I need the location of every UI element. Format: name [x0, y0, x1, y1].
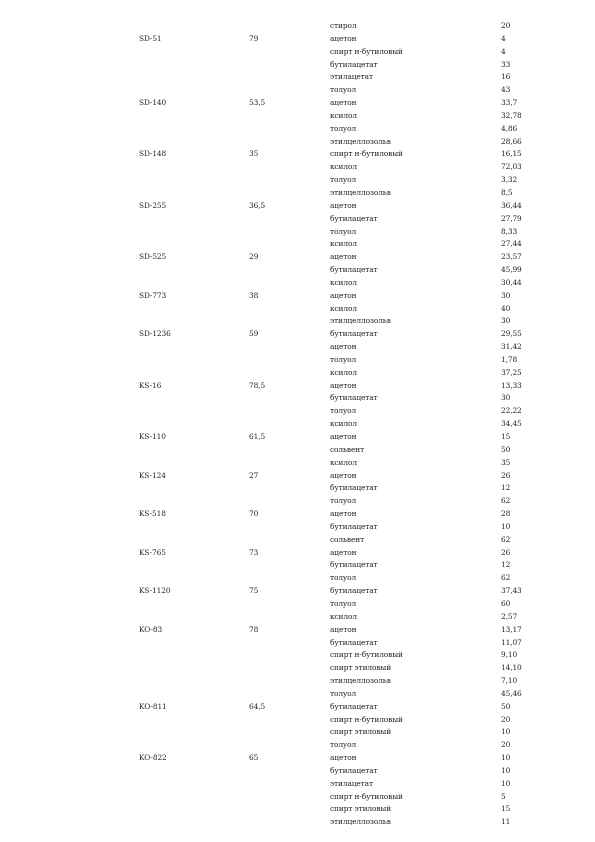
percent-cell: 10	[501, 521, 511, 531]
table-row	[0, 803, 595, 816]
component-name-cell: толуол	[330, 740, 357, 750]
table-row	[0, 649, 595, 662]
percent-cell: 22,22	[501, 406, 522, 416]
table-row	[0, 200, 595, 213]
material-code-cell: SD-773	[139, 290, 167, 300]
percent-cell: 50	[501, 444, 511, 454]
percent-cell: 30,44	[501, 277, 522, 287]
table-row	[0, 59, 595, 72]
table-row	[0, 405, 595, 418]
component-name-cell: бутилацетат	[330, 521, 378, 531]
table-row	[0, 726, 595, 739]
table-row	[0, 380, 595, 393]
table-row	[0, 521, 595, 534]
component-name-cell: толуол	[330, 598, 357, 608]
component-name-cell: спирт этиловый	[330, 727, 392, 737]
material-code-cell: KS-1120	[139, 586, 171, 596]
table-row	[0, 33, 595, 46]
table-row	[0, 174, 595, 187]
table-row	[0, 547, 595, 560]
percent-cell: 35	[501, 457, 511, 467]
material-code-cell: KS-765	[139, 547, 166, 557]
component-name-cell: толуол	[330, 226, 357, 236]
percent-cell: 34,45	[501, 419, 522, 429]
percent-cell: 16,15	[501, 149, 522, 159]
material-code-cell: SD-148	[139, 149, 167, 159]
material-code-cell: SD-1236	[139, 329, 171, 339]
material-code-cell: KS-16	[139, 380, 162, 390]
table-row	[0, 598, 595, 611]
material-code-cell: KS-110	[139, 432, 166, 441]
table-row	[0, 110, 595, 123]
component-name-cell: толуол	[330, 496, 357, 506]
table-row	[0, 688, 595, 701]
value-cell: 27	[249, 470, 259, 480]
component-name-cell: бутилацетат	[330, 765, 378, 775]
table-row	[0, 46, 595, 59]
component-name-cell: бутилацетат	[330, 329, 378, 339]
table-row	[0, 739, 595, 752]
component-name-cell: сольвент	[330, 444, 365, 454]
percent-cell: 4,86	[501, 123, 518, 133]
value-cell: 36,5	[249, 200, 266, 210]
table-row	[0, 508, 595, 521]
value-cell: 64,5	[249, 701, 266, 711]
component-name-cell: спирт н-бутиловый	[330, 650, 403, 660]
percent-cell: 27,44	[501, 239, 522, 249]
table-row	[0, 290, 595, 303]
table-row	[0, 444, 595, 457]
component-name-cell: бутилацетат	[330, 483, 378, 493]
component-name-cell: толуол	[330, 573, 357, 583]
component-name-cell: этилацетат	[330, 778, 373, 788]
table-row	[0, 187, 595, 200]
table-row	[0, 303, 595, 316]
percent-cell: 33	[501, 59, 511, 69]
percent-cell: 10	[501, 778, 511, 788]
component-name-cell: спирт этиловый	[330, 663, 392, 673]
material-code-cell: KS-518	[139, 509, 166, 519]
table-row	[0, 457, 595, 470]
percent-cell: 60	[501, 598, 511, 608]
material-code-cell: KO-822	[139, 753, 167, 763]
table-row	[0, 482, 595, 495]
table-row	[0, 264, 595, 277]
component-name-cell: ацетон	[330, 342, 357, 352]
table-row	[0, 495, 595, 508]
percent-cell: 30	[501, 290, 511, 300]
component-name-cell: ксилол	[330, 239, 357, 249]
value-cell: 65	[249, 753, 259, 763]
component-name-cell: ацетон	[330, 33, 357, 43]
percent-cell: 37,43	[501, 586, 522, 596]
component-name-cell: стирол	[330, 21, 357, 30]
component-name-cell: толуол	[330, 688, 357, 698]
value-cell: 29	[249, 252, 259, 262]
percent-cell: 8,33	[501, 226, 518, 236]
percent-cell: 32,78	[501, 110, 522, 120]
component-name-cell: толуол	[330, 354, 357, 364]
percent-cell: 62	[501, 573, 511, 583]
table-row	[0, 341, 595, 354]
percent-cell: 30	[501, 393, 511, 403]
table-row	[0, 213, 595, 226]
component-name-cell: спирт этиловый	[330, 804, 392, 814]
percent-cell: 45,46	[501, 688, 522, 698]
component-name-cell: этилцеллозольв	[330, 316, 391, 326]
component-name-cell: сольвент	[330, 534, 365, 544]
value-cell: 78,5	[249, 380, 266, 390]
component-name-cell: ацетон	[330, 98, 357, 108]
component-name-cell: толуол	[330, 85, 357, 95]
table-row	[0, 148, 595, 161]
value-cell: 79	[249, 33, 259, 43]
material-code-cell: KS-124	[139, 470, 166, 480]
percent-cell: 12	[501, 560, 511, 570]
component-name-cell: бутилацетат	[330, 393, 378, 403]
table-row	[0, 534, 595, 547]
component-name-cell: ацетон	[330, 380, 357, 390]
percent-cell: 27,79	[501, 213, 522, 223]
percent-cell: 45,99	[501, 265, 522, 275]
percent-cell: 50	[501, 701, 511, 711]
percent-cell: 16	[501, 72, 511, 82]
value-cell: 35	[249, 149, 259, 159]
percent-cell: 15	[501, 804, 511, 814]
component-name-cell: ксилол	[330, 457, 357, 467]
component-name-cell: спирт н-бутиловый	[330, 714, 403, 724]
table-row	[0, 367, 595, 380]
percent-cell: 20	[501, 714, 511, 724]
percent-cell: 33,7	[501, 98, 518, 108]
component-name-cell: бутилацетат	[330, 560, 378, 570]
percent-cell: 20	[501, 21, 511, 30]
component-name-cell: этилцеллозольв	[330, 187, 391, 197]
percent-cell: 9,10	[501, 650, 518, 660]
table-row	[0, 136, 595, 149]
percent-cell: 10	[501, 765, 511, 775]
table-row	[0, 778, 595, 791]
value-cell: 70	[249, 509, 259, 519]
percent-cell: 37,25	[501, 367, 522, 377]
component-name-cell: бутилацетат	[330, 637, 378, 647]
component-name-cell: ацетон	[330, 753, 357, 763]
percent-cell: 13,17	[501, 624, 522, 634]
component-name-cell: спирт н-бутиловый	[330, 149, 403, 159]
table-row	[0, 71, 595, 84]
table-row	[0, 161, 595, 174]
value-cell: 53,5	[249, 98, 266, 108]
percent-cell: 31,42	[501, 342, 522, 352]
material-code-cell: SD-140	[139, 98, 167, 108]
table-row	[0, 752, 595, 765]
percent-cell: 43	[501, 85, 511, 95]
percent-cell: 2,57	[501, 611, 518, 621]
component-name-cell: этилцеллозольв	[330, 136, 391, 146]
table-row	[0, 585, 595, 598]
table-row	[0, 392, 595, 405]
table-row	[0, 97, 595, 110]
value-cell: 61,5	[249, 432, 266, 441]
percent-cell: 4	[501, 46, 506, 56]
percent-cell: 36,44	[501, 200, 522, 210]
component-name-cell: бутилацетат	[330, 59, 378, 69]
table-row	[0, 572, 595, 585]
table-row	[0, 765, 595, 778]
table-row	[0, 431, 595, 444]
percent-cell: 30	[501, 316, 511, 326]
component-name-cell: толуол	[330, 175, 357, 185]
component-name-cell: бутилацетат	[330, 213, 378, 223]
component-name-cell: спирт н-бутиловый	[330, 46, 403, 56]
table-row	[0, 470, 595, 483]
table-row	[0, 791, 595, 804]
table-row	[0, 714, 595, 727]
percent-cell: 13,33	[501, 380, 522, 390]
percent-cell: 5	[501, 791, 506, 801]
value-cell: 75	[249, 586, 259, 596]
solvent-composition-table	[0, 20, 595, 829]
table-row	[0, 662, 595, 675]
component-name-cell: спирт н-бутиловый	[330, 791, 403, 801]
table-row	[0, 559, 595, 572]
percent-cell: 4	[501, 33, 506, 43]
percent-cell: 15	[501, 432, 511, 441]
component-name-cell: ацетон	[330, 252, 357, 262]
percent-cell: 26	[501, 547, 511, 557]
percent-cell: 26	[501, 470, 511, 480]
component-name-cell: ацетон	[330, 200, 357, 210]
table-row	[0, 816, 595, 829]
component-name-cell: ацетон	[330, 509, 357, 519]
percent-cell: 3,32	[501, 175, 518, 185]
table-row	[0, 418, 595, 431]
table-row	[0, 611, 595, 624]
component-name-cell: ксилол	[330, 611, 357, 621]
component-name-cell: ксилол	[330, 367, 357, 377]
material-code-cell: SD-525	[139, 252, 167, 262]
percent-cell: 7,10	[501, 676, 518, 686]
component-name-cell: толуол	[330, 406, 357, 416]
table-row	[0, 277, 595, 290]
percent-cell: 12	[501, 483, 511, 493]
value-cell: 78	[249, 624, 259, 634]
table-row	[0, 84, 595, 97]
component-name-cell: ксилол	[330, 303, 357, 313]
component-name-cell: ксилол	[330, 110, 357, 120]
component-name-cell: ацетон	[330, 624, 357, 634]
value-cell: 38	[249, 290, 259, 300]
percent-cell: 11	[501, 817, 511, 827]
table-row	[0, 123, 595, 136]
table-row	[0, 624, 595, 637]
percent-cell: 62	[501, 534, 511, 544]
table-row	[0, 637, 595, 650]
component-name-cell: бутилацетат	[330, 265, 378, 275]
table-row	[0, 701, 595, 714]
percent-cell: 1,78	[501, 354, 518, 364]
table-row	[0, 315, 595, 328]
percent-cell: 8,5	[501, 187, 513, 197]
percent-cell: 72,03	[501, 162, 522, 172]
percent-cell: 62	[501, 496, 511, 506]
table-row	[0, 226, 595, 239]
component-name-cell: этилцеллозольв	[330, 676, 391, 686]
material-code-cell: KO-811	[139, 701, 167, 711]
component-name-cell: толуол	[330, 123, 357, 133]
component-name-cell: ацетон	[330, 470, 357, 480]
component-name-cell: ацетон	[330, 547, 357, 557]
component-name-cell: бутилацетат	[330, 586, 378, 596]
value-cell: 73	[249, 547, 259, 557]
percent-cell: 23,57	[501, 252, 522, 262]
percent-cell: 28	[501, 509, 511, 519]
table-row	[0, 238, 595, 251]
component-name-cell: этилцеллозольв	[330, 817, 391, 827]
table-row	[0, 354, 595, 367]
percent-cell: 10	[501, 753, 511, 763]
table-row	[0, 328, 595, 341]
component-name-cell: ксилол	[330, 162, 357, 172]
component-name-cell: ксилол	[330, 419, 357, 429]
value-cell: 59	[249, 329, 259, 339]
material-code-cell: KO-83	[139, 624, 163, 634]
percent-cell: 29,55	[501, 329, 522, 339]
percent-cell: 40	[501, 303, 511, 313]
component-name-cell: ацетон	[330, 290, 357, 300]
percent-cell: 10	[501, 727, 511, 737]
component-name-cell: ацетон	[330, 432, 357, 441]
material-code-cell: SD-255	[139, 200, 167, 210]
component-name-cell: бутилацетат	[330, 701, 378, 711]
component-name-cell: ксилол	[330, 277, 357, 287]
percent-cell: 20	[501, 740, 511, 750]
component-name-cell: этилацетат	[330, 72, 373, 82]
percent-cell: 14,10	[501, 663, 522, 673]
percent-cell: 11,07	[501, 637, 522, 647]
table-row	[0, 251, 595, 264]
table-row	[0, 675, 595, 688]
material-code-cell: SD-51	[139, 33, 162, 43]
table-row	[0, 20, 595, 33]
percent-cell: 28,66	[501, 136, 522, 146]
